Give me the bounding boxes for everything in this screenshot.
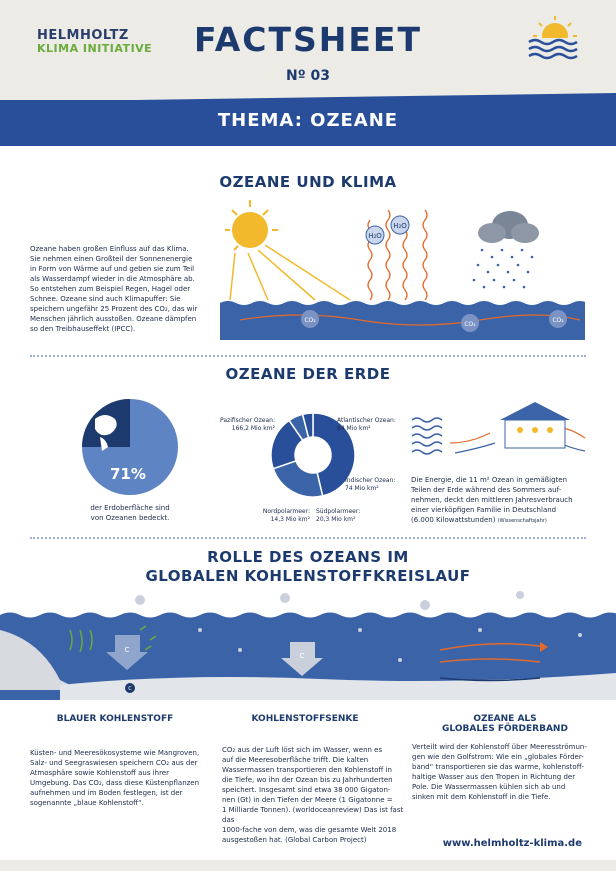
text-line: in Form von Wärme auf und geben sie zum Teil xyxy=(30,265,195,273)
text-line: einer vierköpfigen Familie in Deutschland xyxy=(411,506,557,514)
text-line: Salz- und Seegraswiesen speichern CO₂ aus der xyxy=(30,759,198,767)
co2-label-3: CO₂ xyxy=(552,317,564,324)
text-line: nehmen, deckt den mittleren Jahresverbrauch xyxy=(411,496,573,504)
text-line: Schnee. Ozeane sind auch Klimapuffer: Sie xyxy=(30,295,181,303)
text-line: Menschen jährlich ausstoßen. Ozeane dämpfen xyxy=(30,315,197,323)
ocean-name: Atlantischer Ozean: xyxy=(337,417,396,424)
carbon-label-2: C xyxy=(299,652,305,660)
text-line: die Tiefe, wo ihn der Ozean bis zu Jahrhunderten xyxy=(222,776,393,784)
text-line: gen wie den Golfstrom: Wie ein „globales Förder- xyxy=(412,753,584,761)
ocean-value: 84 Mio km² xyxy=(337,425,371,432)
energy-text xyxy=(411,475,596,526)
column-title-kohlenstoffsenke: KOHLENSTOFFSENKE xyxy=(251,714,359,724)
text-line: Umgebung. Das CO₂, dass diese Küstenpflanzen xyxy=(30,779,200,787)
text-line: sogenannte „blaue Kohlenstoff“. xyxy=(30,799,144,807)
text-line: haltige Wasser aus den Tropen in Richtung der xyxy=(412,773,576,781)
carbon-cycle-illustration xyxy=(0,590,616,700)
section-heading-ozeane-und-klima: OZEANE UND KLIMA xyxy=(219,173,397,191)
column-title-foerderband xyxy=(420,714,590,734)
column-text-2 xyxy=(222,745,412,845)
ocean-label-arctic xyxy=(240,508,310,524)
text-line: aufnehmen und im Boden festlegen, ist der xyxy=(30,789,183,797)
divider xyxy=(30,355,586,357)
footer-website-link[interactable]: www.helmholtz-klima.de xyxy=(442,838,582,849)
ocean-label-indian xyxy=(345,477,415,493)
text-line: Verteilt wird der Kohlenstoff über Meeresströmun- xyxy=(412,743,587,751)
text-line: als Wasserdampf wieder in die Atmosphäre ab. xyxy=(30,275,195,283)
text-line: Wassermassen transportieren den Kohlenstoff in xyxy=(222,766,392,774)
co2-label-1: CO₂ xyxy=(304,317,316,324)
ocean-value: 20,3 Mio km² xyxy=(316,516,356,523)
column-text-3 xyxy=(412,742,597,802)
text-line: sinken mit dem Kohlenstoff in die Tiefe. xyxy=(412,793,551,801)
ocean-name: Südpolarmeer: xyxy=(316,508,361,515)
globe-percentage: 71% xyxy=(110,465,146,483)
text-line: Atmosphäre sowie Kohlenstoff aus ihrer xyxy=(30,769,169,777)
ocean-label-atlantic xyxy=(337,417,417,433)
co2-label-2: CO₂ xyxy=(464,321,476,328)
theme-title: THEMA: OZEANE xyxy=(217,110,399,131)
ocean-name: Indischer Ozean: xyxy=(345,477,396,484)
ocean-name: Pazifischer Ozean: xyxy=(220,417,275,424)
text-line: speichert. Insgesamt sind etwa 38 000 Gigaton- xyxy=(222,786,391,794)
text-line xyxy=(411,515,596,526)
text-line: so den Treibhauseffekt (IPCC). xyxy=(30,325,136,333)
text-line: der Erdoberfläche sind xyxy=(90,504,170,512)
column-title-line: OZEANE ALS xyxy=(473,714,537,724)
text-line: CO₂ aus der Luft löst sich im Wasser, wenn es xyxy=(222,746,383,754)
globe-caption xyxy=(70,503,190,523)
text-line: Küsten- und Meeresökosysteme wie Mangroven, xyxy=(30,749,200,757)
section-heading-ozeane-der-erde: OZEANE DER ERDE xyxy=(225,365,391,383)
text-line: ausgestoßen hat. (Global Carbon Project) xyxy=(222,836,367,844)
donut-hole xyxy=(295,437,331,473)
ocean-value: 74 Mio km² xyxy=(345,485,379,492)
sun-icon xyxy=(225,200,350,300)
energy-text-last: (6.000 Kilowattstunden) xyxy=(411,516,496,524)
text-line: 1 Milliarde Tonnen). (worldoceanreview) Das ist fast das xyxy=(222,806,404,824)
text-line: Ozeane haben großen Einfluss auf das Klima. xyxy=(30,245,189,253)
h2o-label-1: H₂O xyxy=(368,232,382,240)
text-line: von Ozeanen bedeckt. xyxy=(90,514,170,522)
ocean-energy-house-illustration xyxy=(410,398,590,470)
sun-over-sea-icon xyxy=(525,14,585,64)
text-line: So entstehen zum Beispiel Regen, Hagel oder xyxy=(30,285,191,293)
ocean-climate-illustration xyxy=(220,195,585,350)
page-title: FACTSHEET xyxy=(193,20,422,59)
text-line: 1000-fache von dem, was die gesamte Welt 2018 xyxy=(222,826,397,834)
issue-number: Nº 03 xyxy=(286,68,330,84)
carbon-label-3: C xyxy=(128,686,132,692)
cloud-icon xyxy=(473,211,539,288)
text-line: Die Energie, die 11 m² Ozean in gemäßigten xyxy=(411,476,568,484)
text-line: Sie nehmen einen Großteil der Sonnenenergie xyxy=(30,255,193,263)
text-line: Pole. Die Wassermassen kühlen sich ab und xyxy=(412,783,566,791)
ocean-value: 14,3 Mio km² xyxy=(270,516,310,523)
column-text-1 xyxy=(30,748,215,808)
text-line: auf die Meeresoberfläche trifft. Die kalten xyxy=(222,756,369,764)
logo-line-1: HELMHOLTZ xyxy=(37,28,129,43)
section-heading-rolle-2: GLOBALEN KOHLENSTOFFKREISLAUF xyxy=(145,567,471,585)
ocean-name: Nordpolarmeer: xyxy=(262,508,310,515)
ocean-label-southern xyxy=(316,508,386,524)
logo-line-2: KLIMA INITIATIVE xyxy=(37,42,153,55)
text-line: Teilen der Erde während des Sommers auf- xyxy=(411,486,562,494)
energy-source: (Wissenschaftsjahr) xyxy=(497,518,547,524)
footer-band xyxy=(0,860,616,871)
section-heading-rolle-1: ROLLE DES OZEANS IM xyxy=(207,548,409,566)
text-line: nen (Gt) in den Tiefen der Meere (1 Gigatonne = xyxy=(222,796,393,804)
ocean-label-pacific xyxy=(205,417,275,433)
text-line: speichern ungefähr 25 Prozent des CO₂, das wir xyxy=(30,305,198,313)
text-line: band“ transportieren sie das warme, kohlenstoff- xyxy=(412,763,585,771)
divider xyxy=(30,537,586,539)
column-title-blauer-kohlenstoff: BLAUER KOHLENSTOFF xyxy=(56,714,174,724)
column-title-line: GLOBALES FÖRDERBAND xyxy=(442,724,568,734)
h2o-label-2: H₂O xyxy=(393,222,407,230)
carbon-label-1: C xyxy=(124,646,130,654)
ocean-value: 166,2 Mio km² xyxy=(231,425,275,432)
climate-text xyxy=(30,244,220,334)
house-icon xyxy=(500,402,570,448)
